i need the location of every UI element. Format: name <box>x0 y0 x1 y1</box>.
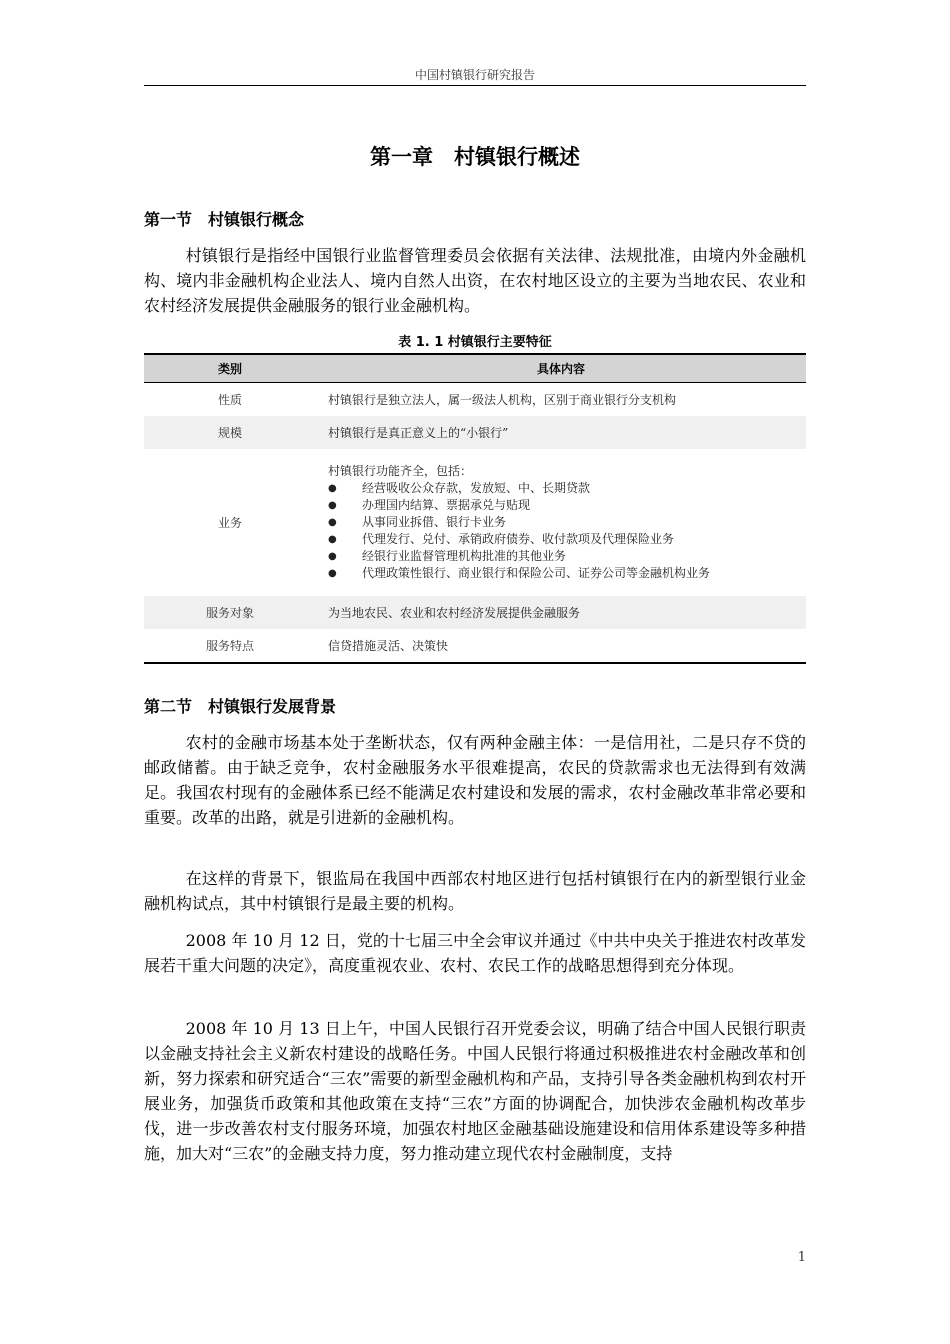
section2-paragraph: 在这样的背景下，银监局在我国中西部农村地区进行包括村镇银行在内的新型银行业金融机构试点，其中村镇银行是最主要的机构。 <box>144 869 806 913</box>
section1-paragraph: 村镇银行是指经中国银行业监督管理委员会依据有关法律、法规批准，由境内外金融机构、境内非金融机构企业法人、境内自然人出资，在农村地区设立的主要为当地农民、农业和农村经济发展提供金融服务的银行业金融机构。 <box>144 246 806 315</box>
table-row <box>144 416 806 449</box>
row-content: 村镇银行是真正意义上的“小银行” <box>316 416 806 449</box>
row-content: 信贷措施灵活、决策快 <box>316 629 806 663</box>
section2-paragraph: 2008 年 10 月 13 日上午，中国人民银行召开党委会议，明确了结合中国人民银行职责以金融支持社会主义新农村建设的战略任务。中国人民银行将通过积极推进农村金融改革和创新，努力探索和研究适合“三农”需要的新型金融机构和产品，支持引导各类金融机构到农村开展业务，加强货币政策和其他政策在支持“三农”方面的协调配合，加快涉农金融机构改革步伐，进一步改善农村支付服务环境，加强农村地区金融基础设施建设和信用体系建设等多种措施，加大对“三农”的金融支持力度，努力推动建立现代农村金融制度，支持 <box>144 1019 806 1163</box>
row-category: 服务特点 <box>144 629 316 663</box>
header-divider <box>144 85 806 86</box>
row-category: 规模 <box>144 416 316 449</box>
row-content: 为当地农民、农业和农村经济发展提供金融服务 <box>316 596 806 629</box>
features-table <box>144 353 806 664</box>
business-item: ● 经营吸收公众存款，发放短、中、长期贷款 <box>328 480 591 495</box>
header-content: 具体内容 <box>316 354 806 383</box>
row-content <box>316 449 806 596</box>
chapter-title: 第一章 村镇银行概述 <box>370 145 580 169</box>
business-item: ● 办理国内结算、票据承兑与贴现 <box>328 497 531 512</box>
bullet-icon: ● <box>328 533 337 545</box>
business-item: ● 经银行业监督管理机构批准的其他业务 <box>328 548 567 563</box>
bullet-icon: ● <box>328 499 337 511</box>
row-content: 村镇银行是独立法人，属一级法人机构，区别于商业银行分支机构 <box>328 392 677 407</box>
business-intro: 村镇银行功能齐全，包括： <box>328 463 473 478</box>
table-row <box>144 596 806 629</box>
business-list <box>328 480 806 582</box>
row-category: 业务 <box>217 515 242 530</box>
table-row <box>144 383 806 416</box>
row-category: 服务对象 <box>144 596 316 629</box>
section2-paragraph: 农村的金融市场基本处于垄断状态，仅有两种金融主体：一是信用社，二是只存不贷的邮政储蓄。由于缺乏竞争，农村金融服务水平很难提高，农民的贷款需求也无法得到有效满足。我国农村现有的金融体系已经不能满足农村建设和发展的需求，农村金融改革非常必要和重要。改革的出路，就是引进新的金融机构。 <box>144 733 806 827</box>
business-item: ● 代理政策性银行、商业银行和保险公司、证券公司等金融机构业务 <box>328 565 711 580</box>
table-header-row <box>144 354 806 383</box>
page-number: 1 <box>797 1250 806 1265</box>
table-row <box>144 629 806 663</box>
header-category: 类别 <box>144 354 316 383</box>
row-category: 性质 <box>217 392 242 407</box>
business-item: ● 从事同业拆借、银行卡业务 <box>328 514 507 529</box>
business-item: ● 代理发行、兑付、承销政府债券、收付款项及代理保险业务 <box>328 531 675 546</box>
bullet-icon: ● <box>328 550 337 562</box>
section-heading-1: 第一节 村镇银行概念 <box>144 210 305 229</box>
section2-paragraph: 2008 年 10 月 12 日，党的十七届三中全会审议并通过《中共中央关于推进农村改革发展若干重大问题的决定》，高度重视农业、农村、农民工作的战略思想得到充分体现。 <box>144 931 806 975</box>
bullet-icon: ● <box>328 567 337 579</box>
bullet-icon: ● <box>328 516 337 528</box>
running-header: 中国村镇银行研究报告 <box>414 68 535 82</box>
table-caption: 表 1. 1 村镇银行主要特征 <box>398 335 552 350</box>
table-row <box>144 449 806 596</box>
section-heading-2: 第二节 村镇银行发展背景 <box>144 697 337 716</box>
bullet-icon: ● <box>328 482 337 494</box>
